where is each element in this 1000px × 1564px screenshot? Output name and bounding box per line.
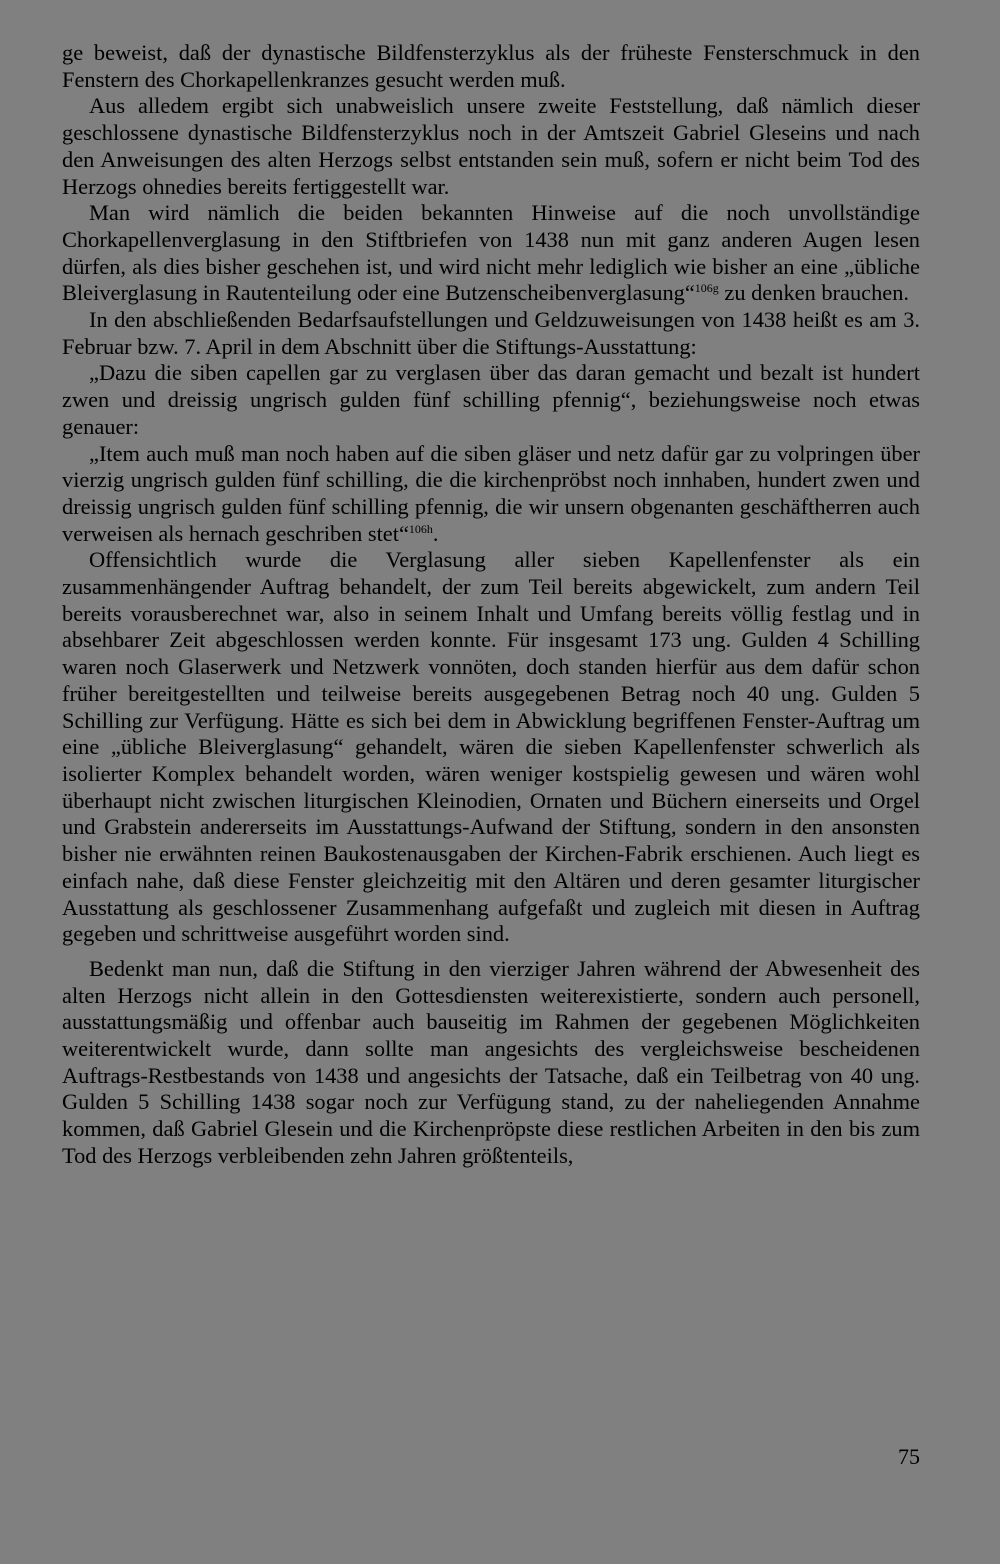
paragraph	[62, 93, 920, 200]
paragraph-text: In den abschließenden Bedarfsaufstellungen und Geldzuweisungen von 1438 heißt es am 3. Februar bzw. 7. April in dem Abschnitt über die Stiftungs-Ausstattung:	[62, 307, 920, 359]
paragraph-text: ge beweist, daß der dynastische Bildfensterzyklus als der früheste Fensterschmuck in den Fenstern des Chorkapellenkranzes gesucht werden muß.	[62, 40, 920, 92]
page-number: 75	[898, 1444, 920, 1469]
paragraph-text: Bedenkt man nun, daß die Stiftung in den vierziger Jahren während der Abwesenheit des alten Herzogs nicht allein in den Gottesdiensten weiterexistierte, sondern auch personell, ausstattungsmäßig und offenbar auch bauseitig im Rahmen der gegebenen Möglichkeiten weiterentwickelt wurde, dann sollte man angesichts des vergleichsweise bescheidenen Auftrags-Restbestands von 1438 und angesichts der Tatsache, daß ein Teilbetrag von 40 ung. Gulden 5 Schilling 1438 sogar noch zur Verfügung stand, zu der naheliegenden Annahme kommen, daß Gabriel Glesein und die Kirchenpröpste diese restlichen Arbeiten in den bis zum Tod des Herzogs verbleibenden zehn Jahren größtenteils,	[62, 955, 920, 1168]
footnote-marker: 106h	[408, 521, 433, 536]
paragraph-text: „Item auch muß man noch haben auf die siben gläser und netz dafür gar zu volpringen über vierzig ungrisch gulden fünf schilling, die die kirchenpröbst noch innhaben, hundert zwen und dreissig ungrisch gulden fünf schilling pfennig, die wir unsern obgenanten geschäftherren auch verweisen als hernach geschriben stet“	[62, 440, 920, 546]
quotation-paragraph	[62, 441, 920, 548]
paragraph-text: zu denken brauchen.	[718, 280, 910, 306]
paragraph	[62, 956, 920, 1170]
footnote-marker: 106g	[694, 281, 719, 296]
paragraph	[62, 200, 920, 307]
paragraph-text: Aus alledem ergibt sich unabweislich unsere zweite Feststellung, daß nämlich dieser geschlossene dynastische Bildfensterzyklus noch in der Amtszeit Gabriel Gleseins und nach den Anweisungen des alten Herzogs selbst entstanden sein muß, sofern er nicht beim Tod des Herzogs ohnedies bereits fertiggestellt war.	[62, 93, 920, 199]
paragraph	[62, 547, 920, 948]
paragraph-text: .	[432, 520, 439, 546]
page-text-block	[62, 40, 920, 1170]
paragraph-text: Offensichtlich wurde die Verglasung aller sieben Kapellenfenster als ein zusammenhängender Auftrag behandelt, der zum Teil bereits abgewickelt, zum andern Teil bereits vorausberechnet war, also in seinem Inhalt und Umfang bereits völlig festlag und in absehbarer Zeit abgeschlossen werden konnte. Für insgesamt 173 ung. Gulden 4 Schilling waren noch Glaserwerk und Netzwerk vonnöten, doch standen hierfür aus dem dafür schon früher bereitgestellten und teilweise bereits ausgegebenen Betrag noch 40 ung. Gulden 5 Schilling zur Verfügung. Hätte es sich bei dem in Abwicklung begriffenen Fenster-Auftrag um eine „übliche Bleiverglasung“ gehandelt, wären die sieben Kapellenfenster schwerlich als isolierter Komplex behandelt worden, wären weniger kostspielig gewesen und wären wohl überhaupt nicht zwischen liturgischen Kleinodien, Ornaten und Büchern einerseits und Orgel und Grabstein andererseits im Ausstattungs-Aufwand der Stiftung, sondern in den ansonsten bisher nie erwähnten reinen Baukostenausgaben der Kirchen-Fabrik erschienen. Auch liegt es einfach nahe, daß diese Fenster gleichzeitig mit den Altären und deren gesamter liturgischer Ausstattung als geschlossener Zusammenhang aufgefaßt und zugleich mit diesen in Auftrag gegeben und schrittweise ausgeführt worden sind.	[62, 547, 920, 947]
paragraph-text: Man wird nämlich die beiden bekannten Hinweise auf die noch unvollständige Chorkapellenverglasung in den Stiftbriefen von 1438 nun mit ganz anderen Augen lesen dürfen, als dies bisher geschehen ist, und wird nicht mehr lediglich wie bisher an eine „übliche Bleiverglasung in Rautenteilung oder eine Butzenscheibenverglasung“	[62, 200, 920, 306]
paragraph-text: „Dazu die siben capellen gar zu verglasen über das daran gemacht und bezalt ist hundert zwen und dreissig ungrisch gulden fünf schilling pfennig“, beziehungsweise noch etwas genauer:	[62, 360, 920, 439]
quotation-paragraph	[62, 360, 920, 440]
paragraph	[62, 307, 920, 360]
paragraph-continuation	[62, 40, 920, 93]
